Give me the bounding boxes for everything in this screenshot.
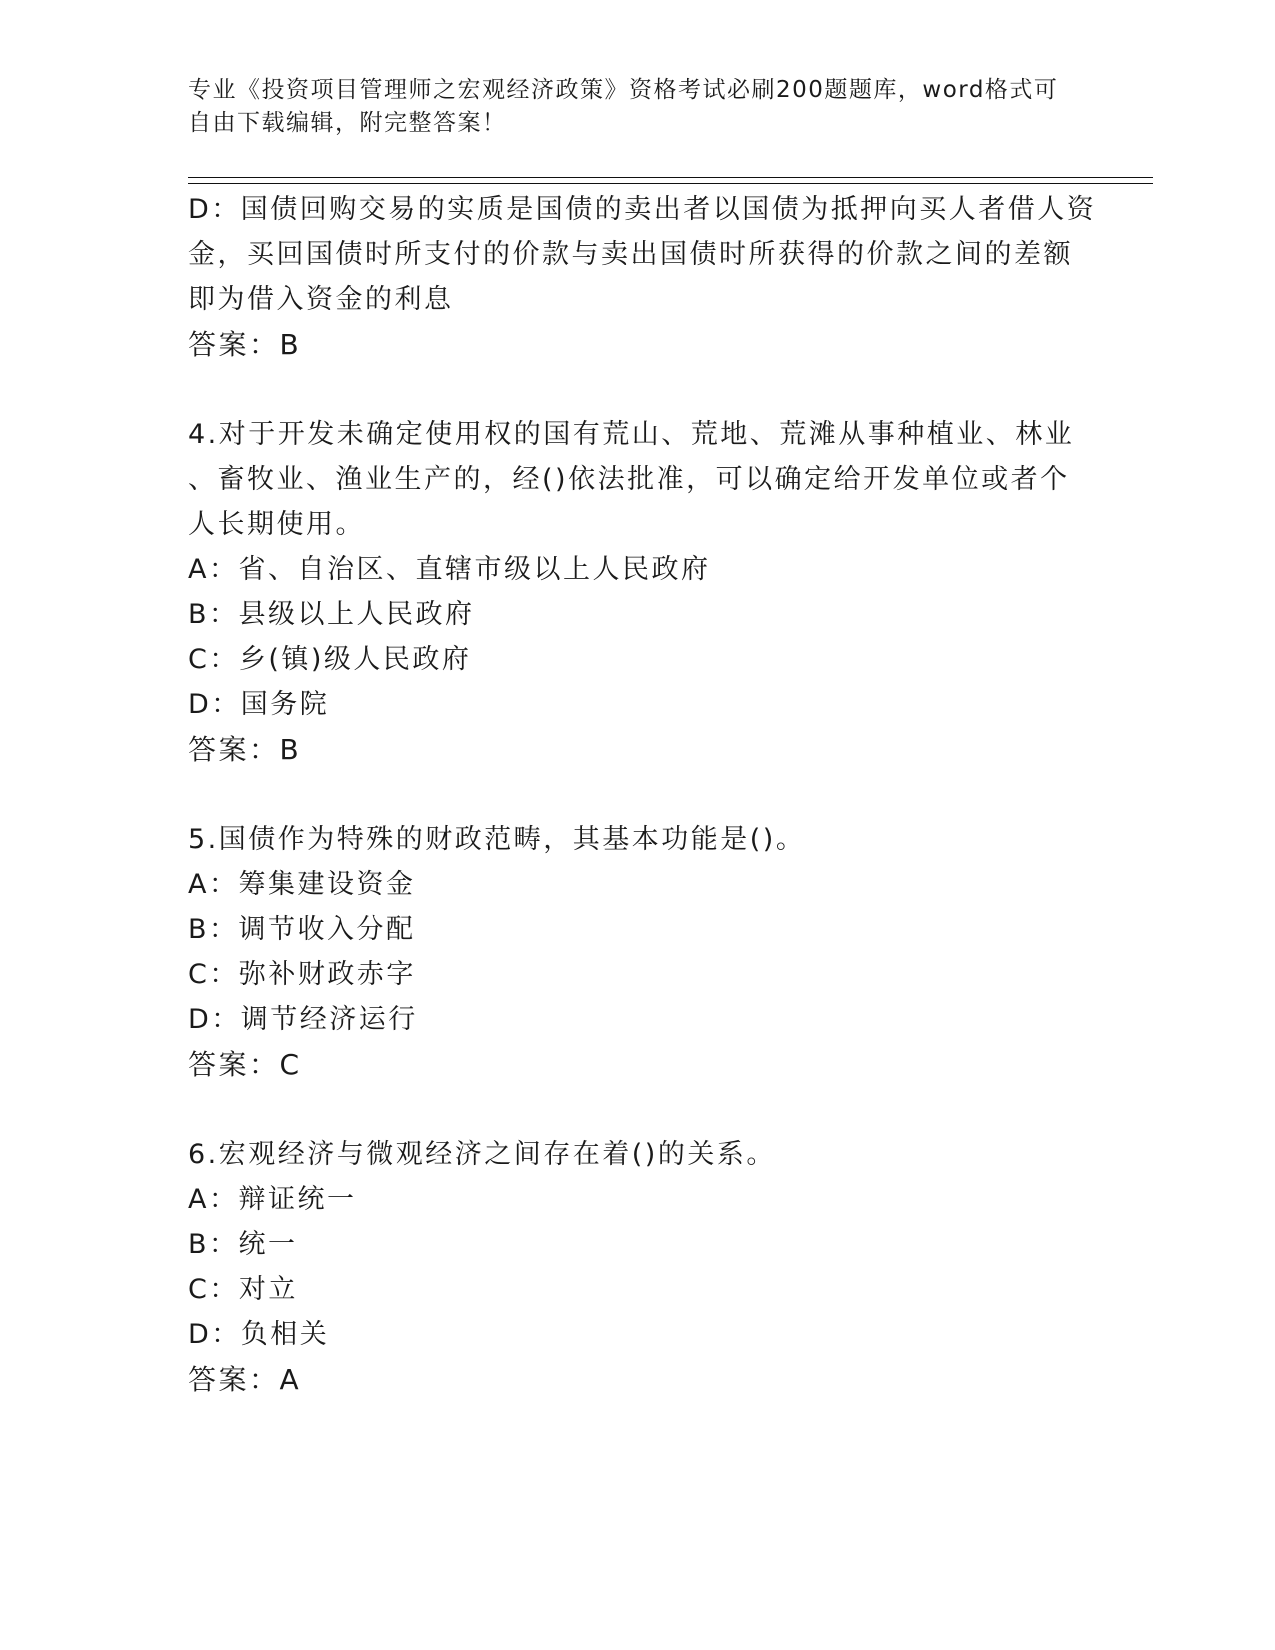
question-6-option-b: B：统一: [188, 1229, 298, 1260]
question-6-answer: 答案：A: [188, 1363, 302, 1396]
question-list: [188, 187, 1097, 1402]
question-5-stem: 5.国债作为特殊的财政范畴，其基本功能是()。: [188, 824, 806, 855]
question-5-answer: 答案：C: [188, 1048, 302, 1081]
question-4-option-c: C：乡(镇)级人民政府: [188, 644, 472, 675]
question-5-option-d: D：调节经济运行: [188, 1004, 418, 1035]
spacer: [188, 772, 1088, 817]
header-title-line-2: 自由下载编辑，附完整答案！: [188, 110, 507, 136]
question-6: [188, 1132, 1088, 1402]
header-title-line-1: 专业《投资项目管理师之宏观经济政策》资格考试必刷200题题库，word格式可: [188, 77, 1059, 103]
question-6-option-a: A：辩证统一: [188, 1184, 357, 1215]
header-divider-top: [188, 177, 1153, 178]
question-4: [188, 412, 1088, 772]
question-5-option-a: A：筹集建设资金: [188, 869, 416, 900]
question-3-tail: [188, 187, 1097, 367]
question-6-option-d: D：负相关: [188, 1319, 330, 1350]
spacer: [188, 367, 1088, 412]
header-divider-bottom: [188, 183, 1153, 184]
question-3-option-d-line-2: 金，买回国债时所支付的价款与卖出国债时所获得的价款之间的差额: [188, 239, 1073, 270]
question-5: [188, 817, 1088, 1087]
question-4-stem-line-1: 4.对于开发未确定使用权的国有荒山、荒地、荒滩从事种植业、林业: [188, 419, 1075, 450]
question-4-stem-line-3: 人长期使用。: [188, 509, 365, 540]
question-3-option-d-line-1: D：国债回购交易的实质是国债的卖出者以国债为抵押向买人者借人资: [188, 194, 1097, 225]
question-4-option-b: B：县级以上人民政府: [188, 599, 475, 630]
question-4-answer: 答案：B: [188, 733, 302, 766]
spacer: [188, 1087, 1088, 1132]
question-3-answer: 答案：B: [188, 328, 302, 361]
question-6-stem: 6.宏观经济与微观经济之间存在着()的关系。: [188, 1139, 776, 1170]
question-6-option-c: C：对立: [188, 1274, 298, 1305]
question-4-stem-line-2: 、畜牧业、渔业生产的，经()依法批准，可以确定给开发单位或者个: [188, 464, 1070, 495]
question-5-option-c: C：弥补财政赤字: [188, 959, 416, 990]
question-3-option-d-line-3: 即为借入资金的利息: [188, 284, 454, 315]
question-5-option-b: B：调节收入分配: [188, 914, 416, 945]
document-header: [188, 74, 1068, 140]
question-4-option-a: A：省、自治区、直辖市级以上人民政府: [188, 554, 711, 585]
question-4-option-d: D：国务院: [188, 689, 330, 720]
